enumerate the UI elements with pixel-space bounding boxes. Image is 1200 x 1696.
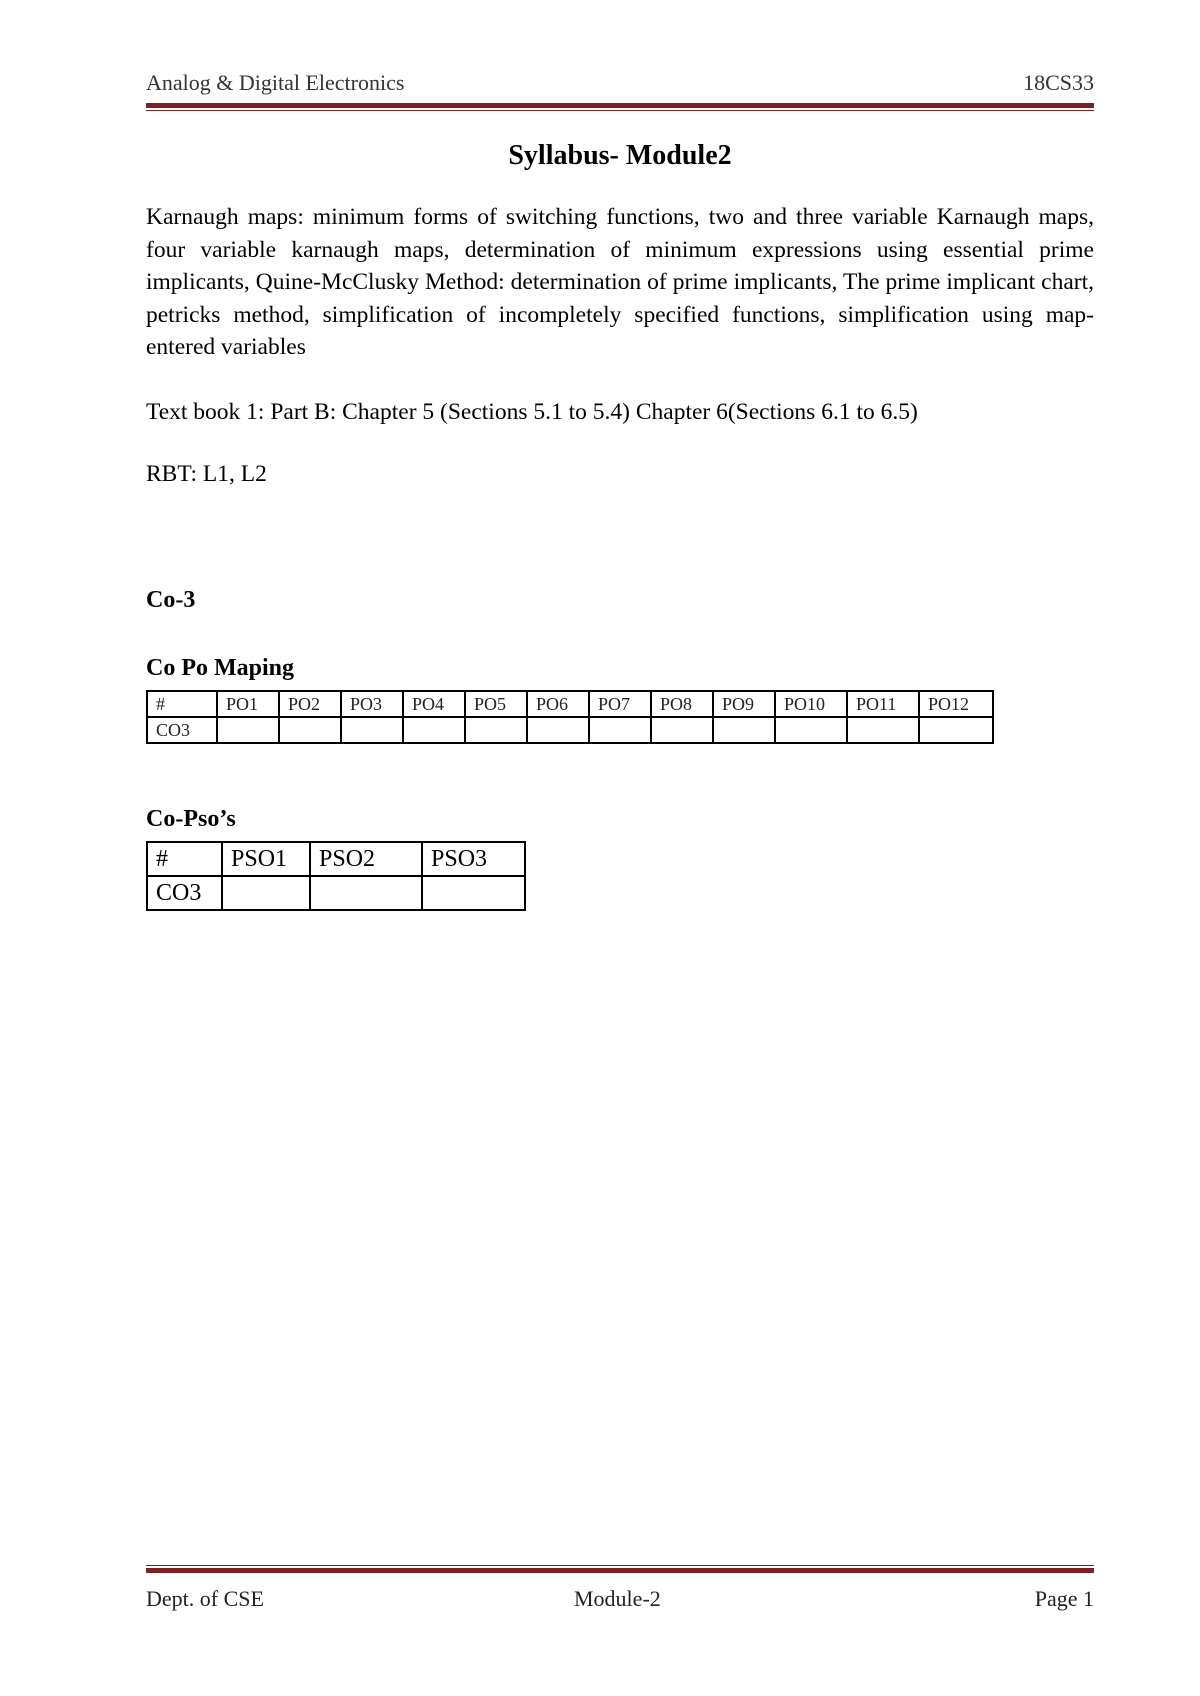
table-header-cell: PO2 [279,691,341,717]
table-cell [775,717,847,743]
table-cell [310,876,422,910]
table-header-cell: PO10 [775,691,847,717]
header-course-title: Analog & Digital Electronics [146,70,405,95]
footer-page-number: Page 1 [1034,1586,1094,1611]
table-cell [279,717,341,743]
table-cell [217,717,279,743]
table-header-row [147,691,993,717]
table-cell [651,717,713,743]
table-header-row [147,842,525,876]
table-header-cell: PO11 [847,691,919,717]
header-rule [146,103,1094,111]
table-cell [847,717,919,743]
table-header-cell: # [147,691,217,717]
footer-rule [146,1565,1094,1573]
table-cell [403,717,465,743]
table-row [147,717,993,743]
table-header-cell: PO1 [217,691,279,717]
table-header-cell: PO12 [919,691,993,717]
syllabus-paragraph: Karnaugh maps: minimum forms of switching functions, two and three variable Karnaugh maps, four variable karnaugh maps, determination of minimum expressions using essential prime implicants, Quine-McClusky Method: determination of prime implicants, The prime implicant chart, petricks method, simplification of incompletely specified functions, simplification using map-entered variables [146,204,1094,361]
co-heading: Co-3 [146,587,196,613]
table-header-cell: PO4 [403,691,465,717]
page-title: Syllabus- Module2 [508,140,732,171]
table-header-cell: PO5 [465,691,527,717]
table-cell [919,717,993,743]
table-header-cell: PSO2 [310,842,422,876]
table-header-cell: PO8 [651,691,713,717]
table-cell: CO3 [147,876,222,910]
table-header-cell: PSO1 [222,842,310,876]
rbt-levels: RBT: L1, L2 [146,461,267,487]
table-cell [527,717,589,743]
table-cell [422,876,525,910]
table-cell [713,717,775,743]
table-header-cell: PO7 [589,691,651,717]
table-cell: CO3 [147,717,217,743]
table-cell [465,717,527,743]
table-header-cell: PO3 [341,691,403,717]
table-cell [341,717,403,743]
pso-mapping-heading: Co-Pso’s [146,806,236,832]
co-po-mapping-table [146,690,994,744]
header-course-code: 18CS33 [1023,70,1094,95]
co-pso-mapping-table [146,841,526,911]
table-row [147,876,525,910]
table-header-cell: PO6 [527,691,589,717]
textbook-reference: Text book 1: Part B: Chapter 5 (Sections 5.1 to 5.4) Chapter 6(Sections 6.1 to 6.5) [146,399,918,425]
table-header-cell: PO9 [713,691,775,717]
footer-module: Module-2 [574,1586,661,1611]
table-cell [589,717,651,743]
footer-department: Dept. of CSE [146,1586,264,1611]
po-mapping-heading: Co Po Maping [146,655,295,681]
table-header-cell: PSO3 [422,842,525,876]
table-cell [222,876,310,910]
table-header-cell: # [147,842,222,876]
page-header [146,70,1094,96]
